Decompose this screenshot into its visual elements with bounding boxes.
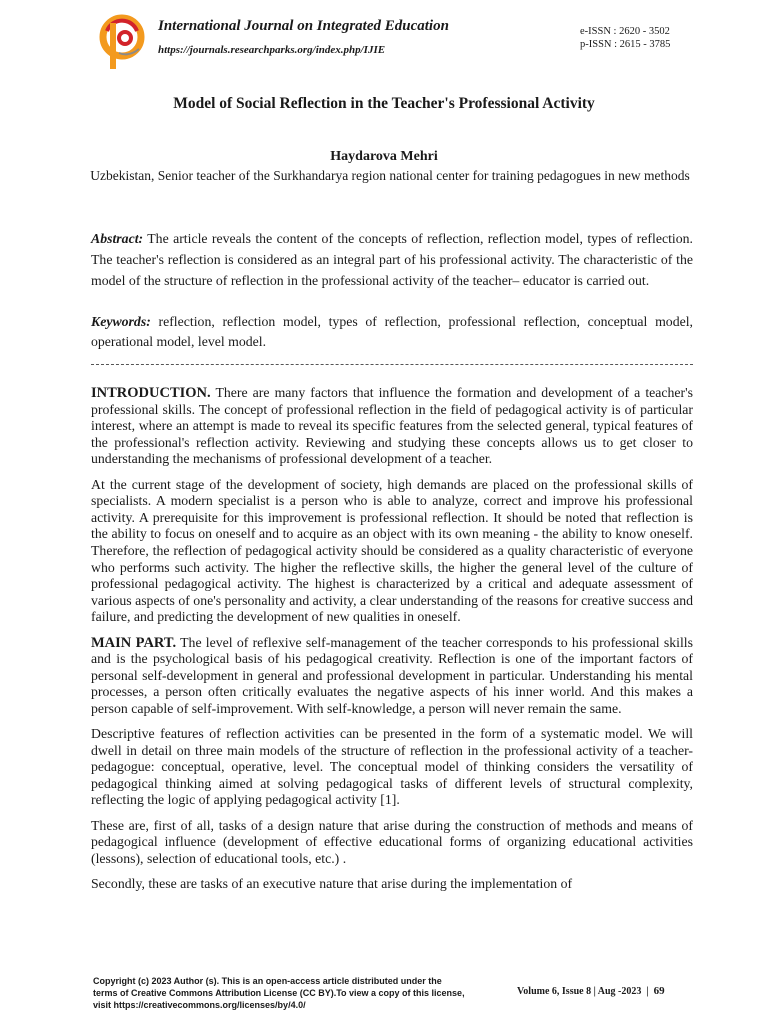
main-part-paragraph — [91, 635, 693, 718]
body-paragraph-2: At the current stage of the development of society, high demands are placed on the professional skills of specialists. A modern specialist is a person who is able to analyze, correct and improve his professional activity. A prerequisite for this improvement is professional reflection. It should be noted that reflection is the ability to focus on oneself and to acquire as an object with its own meaning - the ability to know oneself. Therefore, the reflection of pedagogical activity should be considered as a quality characteristic of everyone who performs such activity. The higher the reflective skills, the higher the general level of the culture of professional pedagogical activity. The highest is characterized by a critical and adequate assessment of various aspects of one's personality and activity, a clear understanding of the reasons for creative success and failure, and predicting the development of new qualities in oneself. — [91, 476, 693, 625]
intro-heading: INTRODUCTION. — [91, 385, 211, 401]
eissn: e-ISSN : 2620 - 3502 — [580, 26, 670, 37]
abstract — [91, 228, 693, 291]
abstract-label: Abstract: — [91, 231, 144, 246]
author-affiliation: Uzbekistan, Senior teacher of the Surkhandarya region national center for training pedagogues in new methods — [90, 168, 690, 183]
main-part-heading: MAIN PART. — [91, 634, 177, 651]
intro-paragraph — [91, 385, 693, 468]
intro-text: There are many factors that influence the formation and development of a teacher's professional skills. The concept of professional reflection in the field of pedagogical activity is of particular interest, where an attempt is made to reveal its specific features from the selected general, typical features of the professional's reflection activity. Reviewing and studying these concepts allows us to get closer to understanding the mechanisms of professional development of a teacher. — [91, 385, 694, 467]
volume-issue: Volume 6, Issue 8 | Aug -2023 — [517, 986, 642, 997]
pissn: p-ISSN : 2615 - 3785 — [580, 39, 671, 50]
copyright-notice: Copyright (c) 2023 Author (s). This is an open-access article distributed under the terms of Creative Commons Attribution License (CC BY).To view a copy of this license, visit https://creativecommons.org/licenses/by/4.0/ — [93, 976, 465, 1010]
abstract-text: The article reveals the content of the concepts of reflection, reflection model, types of reflection. The teacher's reflection is considered as an integral part of his professional activity. The characteristic of the model of the structure of reflection in the professional activity of the teacher– educator is carried out. — [91, 231, 693, 288]
main-part-text: The level of reflexive self-management of the teacher corresponds to his professional skills and is the psychological basis of his pedagogical creativity. Reflection is one of the important factors of personal self-development in general and professional development in particular. Understanding his mental processes, a person often critically evaluates the negative aspects of his inner world. And this makes a person capable of self-improvement. With self-knowledge, a person will never remain the same. — [91, 634, 693, 716]
footer-separator: | — [646, 986, 649, 997]
article-title: Model of Social Reflection in the Teacher's Professional Activity — [173, 95, 595, 112]
body-paragraph-6: Secondly, these are tasks of an executive nature that arise during the implementation of — [91, 876, 573, 891]
journal-url[interactable]: https://journals.researchparks.org/index.php/IJIE — [158, 44, 386, 56]
body-paragraph-5: These are, first of all, tasks of a design nature that arise during the construction of methods and means of pedagogical influence (development of effective educational forms of organizing educational activities (lessons), selection of educational tools, etc.) . — [91, 817, 693, 866]
article-body — [91, 385, 693, 901]
author-name: Haydarova Mehri — [330, 149, 438, 164]
section-divider — [91, 364, 693, 365]
keywords-text: reflection, reflection model, types of reflection, professional reflection, conceptual model, operational model, level model. — [91, 314, 694, 349]
page-number: 69 — [653, 985, 665, 997]
keywords-label: Keywords: — [91, 314, 151, 329]
body-paragraph-4: Descriptive features of reflection activities can be presented in the form of a systematic model. We will dwell in detail on three main models of the structure of reflection in the professional activity of a teacher-pedagogue: conceptual, operative, level. The conceptual model of thinking considers the versatility of pedagogical thinking aimed at solving pedagogical tasks of different levels of structural complexity, reflecting the logic of applying pedagogical activity [1]. — [91, 726, 693, 808]
research-parks-logo-icon — [97, 13, 147, 75]
page-footer — [517, 985, 665, 997]
issn-block — [580, 25, 670, 51]
keywords — [91, 312, 693, 352]
journal-title: International Journal on Integrated Education — [158, 18, 449, 34]
